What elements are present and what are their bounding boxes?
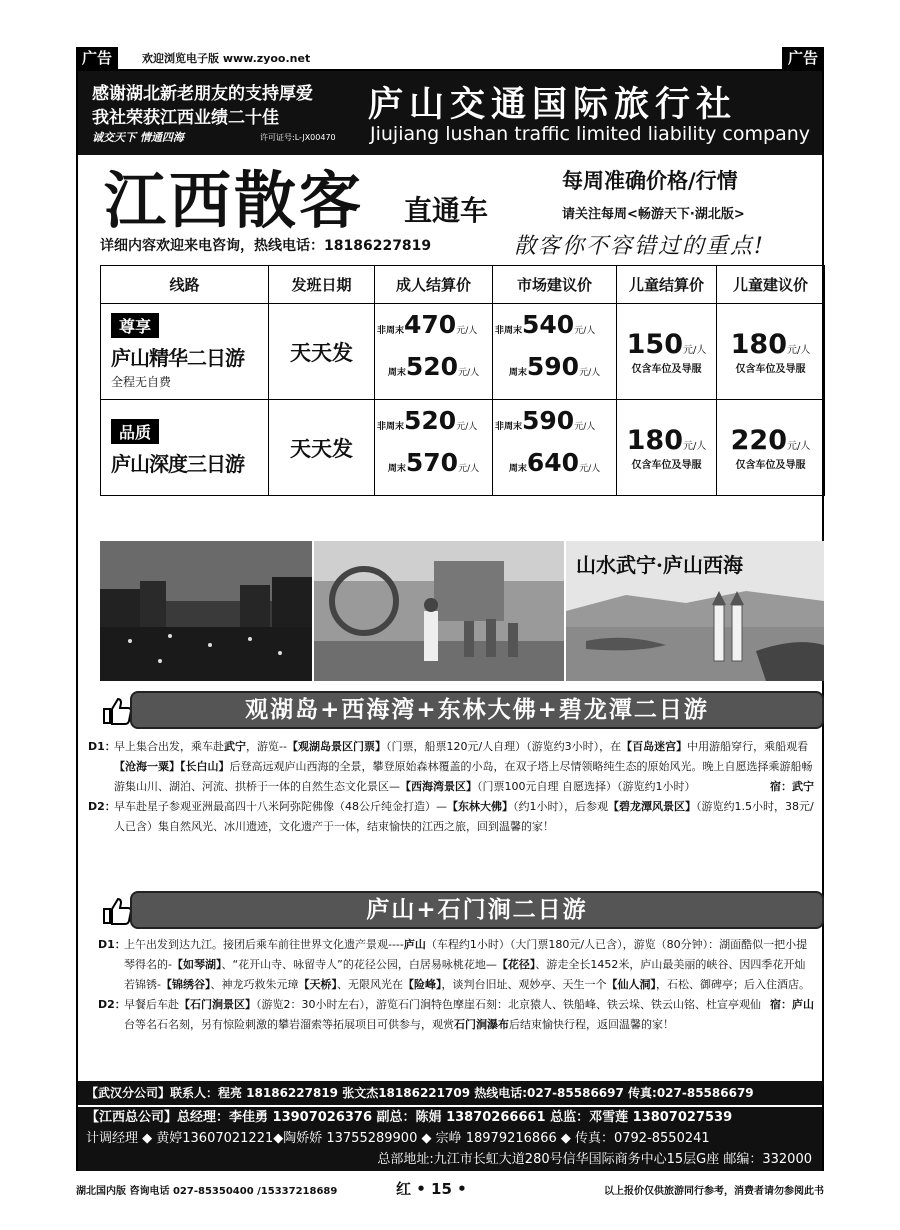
day-label: D2：: [98, 998, 126, 1011]
page-footer: [76, 1178, 824, 1200]
banner-weekly-price: 每周准确价格/行情: [562, 169, 738, 193]
price-unit: 元/人: [579, 367, 601, 378]
itin-bold: 【碧龙潭风景区】: [608, 800, 696, 813]
route2-title: [100, 889, 824, 931]
child-price-note: 仅含车位及导服: [735, 459, 806, 471]
ad-tag-left: 广告: [76, 47, 118, 69]
photo-night-lake: [100, 541, 312, 681]
hq-planners: 计调经理 ◆ 黄婷13607021221◆陶娇娇 13755289900 ◆ 宗峥 18979216866 ◆ 传真：0792-8550241: [86, 1131, 710, 1146]
itin-bold: 【东林大佛】: [447, 800, 513, 813]
company-header: [78, 71, 822, 155]
slogan-award: 我社荣获江西业绩二十佳: [92, 108, 279, 128]
child-price-note: 仅含车位及导服: [631, 363, 702, 375]
price-value: 520: [405, 351, 459, 381]
price-unit: 元/人: [458, 463, 480, 474]
departure-cell: 天天发: [269, 304, 375, 400]
itin-text: 、无限风光在: [336, 978, 403, 991]
itin-text: （游览2：30小时左右），游览石门涧特色摩崖石刻：北京猿人、铁船峰、铁云垛、铁云山铭、杜宣亭观仙台等名石名刻，另有惊险刺激的攀岩溜索等拓展项目可供参与，观赏: [124, 998, 761, 1031]
itin-bold: 【天桥】: [298, 978, 337, 991]
banner-direct-bus: 直通车: [404, 194, 489, 227]
price-label: 非周末: [495, 421, 523, 432]
hq-address: 总部地址:九江市长虹大道280号信华国际商务中心15层G座 邮编：332000: [377, 1152, 812, 1167]
footer-disclaimer: 以上报价仅供旅游同行参考，消费者请勿参阅此书: [604, 1186, 824, 1197]
route1-day1: [88, 737, 814, 797]
itin-text: 早上集合出发，乘车赴: [114, 740, 224, 753]
price-value: 640: [526, 447, 580, 477]
itin-bold: 【百岛迷宫】: [621, 740, 688, 753]
price-value: 520: [404, 405, 457, 435]
child-price-cell: [617, 400, 717, 496]
photo-caption: 山水武宁·庐山西海: [576, 553, 743, 577]
price-value: 540: [522, 309, 575, 339]
price-value: 180: [626, 424, 683, 456]
itin-bold: 武宁: [224, 740, 246, 753]
price-value: 150: [626, 328, 683, 360]
price-unit: 元/人: [574, 421, 596, 432]
itin-bold: 【锦绣谷】: [160, 978, 211, 991]
itin-bold: 【险峰】: [402, 978, 442, 991]
itin-text: （车程约1小时）（大门票180元/人已含），游览（80分钟）：湖面酷似一把小提琴得名的-: [124, 938, 808, 971]
itin-text: ，石松、御碑亭；后入住酒店。: [655, 978, 810, 991]
footer-edition: 湖北国内版 咨询电话 027-85350400 /15337218689: [76, 1186, 338, 1197]
route-cell: [101, 400, 269, 496]
route1-title: [100, 689, 824, 731]
itin-text: 早车赴星子参观亚洲最高四十八米阿弥陀佛像（48公斤纯金打造）—: [114, 800, 447, 813]
itin-text: 、神龙巧救朱元璋: [210, 978, 299, 991]
col-header-child-suggest: 儿童建议价: [717, 266, 825, 304]
itin-text: ，游览--: [246, 740, 287, 753]
table-row: [101, 400, 825, 496]
photo-west-sea: [566, 541, 824, 681]
itin-bold: 庐山: [403, 938, 426, 951]
itin-text: （游览约1.5小时，38元/人已含）集自然风光、冰川遗迹，文化遗产于一体，结束愉快的江西之旅，回到温馨的家！: [114, 800, 814, 833]
price-unit: 元/人: [574, 325, 596, 336]
itin-bold: 【沧海一粟】【长白山】: [114, 760, 230, 773]
price-label: 非周末: [495, 325, 523, 336]
company-name: 庐山交通国际旅行社: [368, 84, 738, 125]
child-suggest-cell: [717, 400, 825, 496]
motto: 诚交天下 情通四海: [92, 131, 184, 144]
route-tag: 尊享: [111, 313, 159, 338]
price-unit: 元/人: [787, 440, 811, 452]
top-strip: [76, 47, 824, 69]
price-unit: 元/人: [683, 344, 707, 356]
price-unit: 元/人: [456, 325, 478, 336]
itin-bold: 【观湖岛景区门票】: [286, 740, 386, 753]
itin-text: （门票，船票120元/人自理）（游览约3小时），在: [385, 740, 622, 753]
itin-bold: 【石门涧景区】: [179, 998, 256, 1011]
stay-location: 宿：庐山: [770, 998, 814, 1011]
photo-performers: [314, 541, 564, 681]
adult-price-cell: [375, 304, 493, 400]
price-label: 非周末: [377, 421, 405, 432]
day-label: D1：: [98, 938, 126, 951]
itin-text: 后结束愉快行程，返回温馨的家！: [509, 1018, 674, 1031]
itin-text: 、游走全长1452米，庐山最美丽的峡谷、因四季花开灿若锦锈-: [124, 958, 806, 991]
thumbs-up-icon: [100, 693, 134, 727]
price-table-header: [101, 266, 825, 304]
price-value: 590: [522, 405, 575, 435]
child-price-note: 仅含车位及导服: [631, 459, 702, 471]
price-value: 570: [405, 447, 459, 477]
itin-text: 上午出发到达九江。接团后乘车前往世界文化遗产景观----: [124, 938, 404, 951]
col-header-route: 线路: [101, 266, 269, 304]
itin-bold: 【花径】: [496, 958, 536, 971]
route-note: 全程无自费: [111, 375, 172, 389]
ad-frame: [76, 69, 824, 1171]
itin-bold: 【仙人洞】: [606, 978, 656, 991]
price-unit: 元/人: [456, 421, 478, 432]
page-number: 红 • 15 •: [396, 1180, 467, 1198]
hq-managers: 【江西总公司】总经理：李佳勇 13907026376 副总：陈娟 13870266661 总监：邓雪莲 13807027539: [86, 1110, 733, 1125]
thumbs-up-icon: [100, 893, 134, 927]
price-value: 590: [526, 351, 580, 381]
col-header-adult-settle: 成人结算价: [375, 266, 493, 304]
itin-text: 、“花开山寺、咏留寺人”的花径公园，白居易咏桃花地—: [221, 958, 497, 971]
price-label: 周末: [508, 367, 527, 378]
departure-cell: 天天发: [269, 400, 375, 496]
itin-text: ，谈判台旧址、观妙亭、天生一个: [441, 978, 607, 991]
banner-headline: 江西散客: [104, 164, 365, 237]
route2-itinerary: [98, 935, 814, 1035]
child-price-note: 仅含车位及导服: [735, 363, 806, 375]
price-label: 周末: [387, 367, 406, 378]
price-unit: 元/人: [579, 463, 601, 474]
child-price-cell: [617, 304, 717, 400]
itin-text: 中用游船穿行，乘船观看: [687, 740, 809, 753]
route2-title-text: 庐山+石门涧二日游: [130, 891, 824, 929]
route-tag: 品质: [111, 419, 159, 444]
itin-bold: 【西海湾景区】: [400, 780, 477, 793]
route-name: 庐山精华二日游: [111, 346, 244, 370]
itin-text: 早餐后车赴: [124, 998, 179, 1011]
itin-text: 后登高远观庐山西海的全景，攀登原始森林覆盖的小岛，在双子塔上尽情领略纯生态的原始风光。晚上自愿选择乘游船畅游集山川、湖泊、河流、拱桥于一体的自然生态文化景区—: [114, 760, 813, 793]
stay-location: 宿：武宁: [770, 780, 814, 793]
banner-hotline: 详细内容欢迎来电咨询，热线电话：18186227819: [100, 238, 432, 254]
col-header-market: 市场建议价: [493, 266, 617, 304]
route-cell: [101, 304, 269, 400]
slogan-thanks: 感谢湖北新老朋友的支持厚爱: [92, 84, 313, 104]
route1-day2: [88, 797, 814, 837]
adult-price-cell: [375, 400, 493, 496]
table-row: [101, 304, 825, 400]
col-header-child-settle: 儿童结算价: [617, 266, 717, 304]
banner-script-slogan: 散客你不容错过的重点!: [514, 234, 765, 259]
market-price-cell: [493, 400, 617, 496]
license-number: 许可证号:L-JX00470: [260, 133, 336, 142]
price-unit: 元/人: [458, 367, 480, 378]
itin-text: （门票100元自理 自愿选择）（游览约1小时）: [477, 780, 696, 793]
itin-bold: 【如琴湖】: [171, 958, 222, 971]
photo-strip: [100, 541, 824, 681]
price-value: 180: [730, 328, 787, 360]
ad-tag-right: 广告: [782, 47, 824, 69]
banner-follow-note: 请关注每周<畅游天下·湖北版>: [562, 207, 745, 222]
price-label: 周末: [508, 463, 527, 474]
col-header-date: 发班日期: [269, 266, 375, 304]
price-value: 220: [730, 424, 787, 456]
itin-bold: 石门涧瀑布: [454, 1018, 509, 1031]
company-name-en: Jiujiang lushan traffic limited liability company: [370, 123, 810, 145]
price-unit: 元/人: [787, 344, 811, 356]
day-label: D2：: [88, 800, 116, 813]
price-value: 470: [404, 309, 457, 339]
site-url[interactable]: 欢迎浏览电子版 www.zyoo.net: [142, 52, 311, 65]
price-label: 非周末: [377, 325, 405, 336]
price-table: [100, 265, 825, 496]
market-price-cell: [493, 304, 617, 400]
day-label: D1：: [88, 740, 116, 753]
jiangxi-hq-contact: [78, 1107, 822, 1171]
price-label: 周末: [387, 463, 406, 474]
route1-title-text: 观湖岛+西海湾+东林大佛+碧龙潭二日游: [130, 691, 824, 729]
promo-banner: [78, 155, 822, 265]
route2-day2: [98, 995, 814, 1035]
itin-text: （约1小时），后参观: [513, 800, 608, 813]
route1-itinerary: [88, 737, 814, 837]
child-suggest-cell: [717, 304, 825, 400]
route-name: 庐山深度三日游: [111, 451, 244, 476]
wuhan-branch-contact: 【武汉分公司】联系人：程亮 18186227819 张文杰18186221709 热线电话:027-85586697 传真:027-85586679: [78, 1081, 822, 1105]
price-unit: 元/人: [683, 440, 707, 452]
